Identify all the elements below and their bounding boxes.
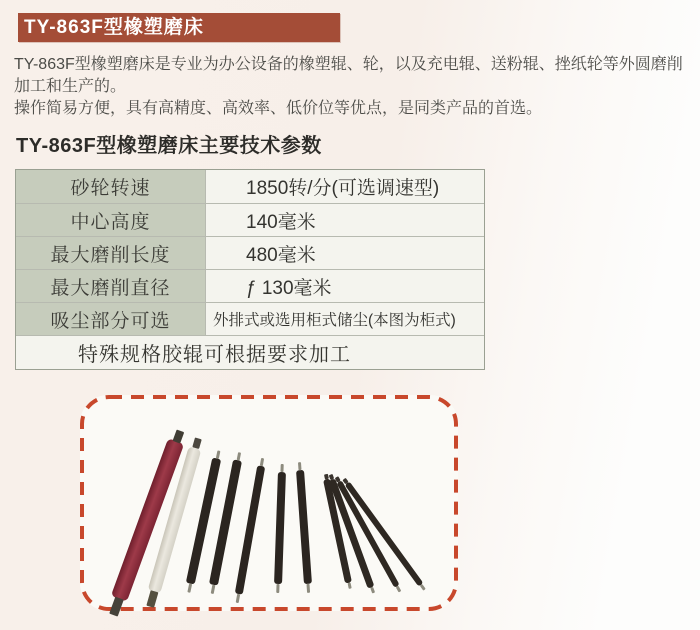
spec-value: ƒ 130毫米 <box>246 277 332 299</box>
dashed-border <box>80 395 458 611</box>
section-heading: TY-863F型橡塑磨床主要技术参数 <box>16 135 322 157</box>
spec-table <box>15 169 485 370</box>
spec-row-center-height <box>16 203 484 236</box>
spec-row-max-grinding-diameter <box>16 269 484 302</box>
spec-row-dust-collection <box>16 302 484 335</box>
spec-value: 外排式或选用柜式储尘(本图为柜式) <box>213 312 456 329</box>
spec-row-max-grinding-length <box>16 236 484 269</box>
spec-label: 最大磨削直径 <box>16 270 206 302</box>
product-photo <box>80 395 458 611</box>
spec-row-wheel-speed <box>16 170 484 203</box>
product-title: TY-863F型橡塑磨床 <box>24 17 204 38</box>
intro-line-1: TY-863F型橡塑磨床是专业为办公设备的橡塑辊、轮，以及充电辊、送粉辊、挫纸轮等外圆磨削加工和生产的。 <box>14 56 683 95</box>
spec-label: 砂轮转速 <box>16 170 206 203</box>
spec-label: 中心高度 <box>16 204 206 236</box>
intro-line-2: 操作简易方便，具有高精度、高效率、低价位等优点，是同类产品的首选。 <box>14 100 543 117</box>
spec-value: 1850转/分(可选调速型) <box>246 178 440 199</box>
product-title-bar <box>18 13 340 42</box>
spec-value: 140毫米 <box>246 211 316 233</box>
spec-value: 480毫米 <box>246 244 316 266</box>
spec-label: 吸尘部分可选 <box>16 303 206 335</box>
spec-label: 最大磨削长度 <box>16 237 206 269</box>
spec-footer-note: 特殊规格胶辊可根据要求加工 <box>16 335 484 369</box>
